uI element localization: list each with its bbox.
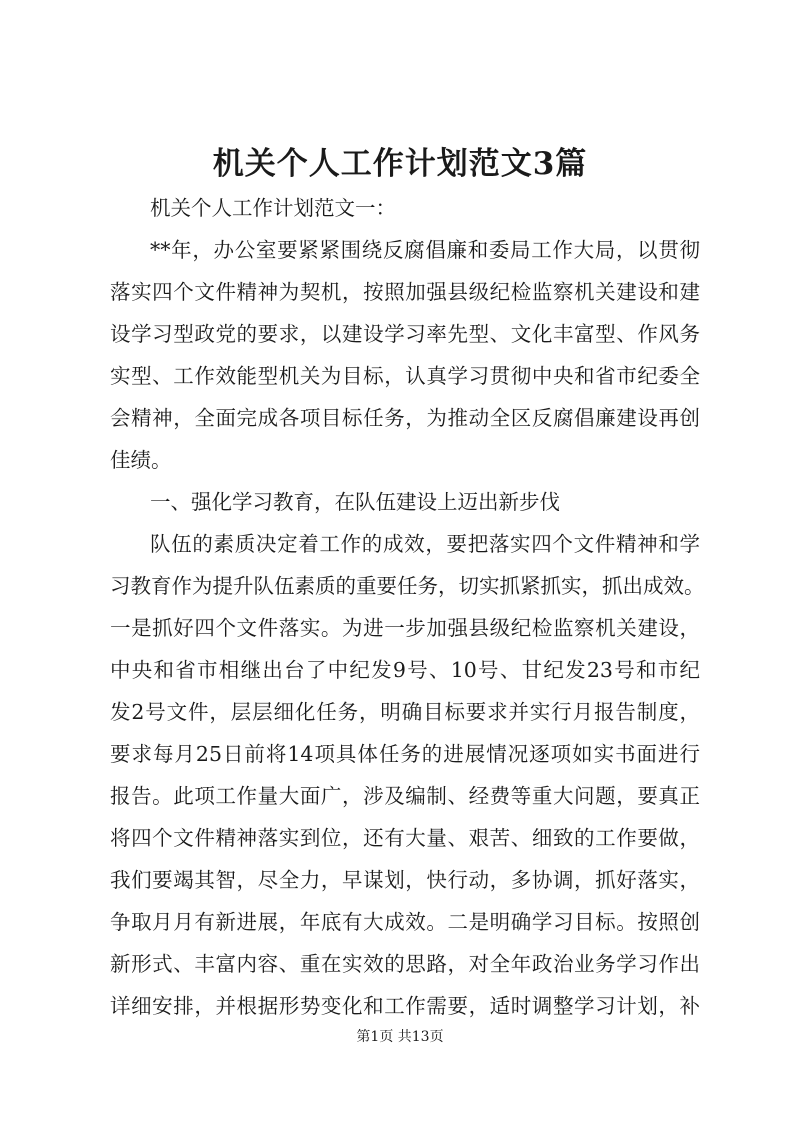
paragraph-line: 会精神，全面完成各项目标任务，为推动全区反腐倡廉建设再创 (110, 406, 700, 430)
paragraph-line: 报告。此项工作量大面广，涉及编制、经费等重大问题，要真正 (110, 784, 700, 808)
section-heading-1: 机关个人工作计划范文一： (150, 196, 396, 220)
paragraph-line: 新形式、丰富内容、重在实效的思路，对全年政治业务学习作出 (110, 952, 700, 976)
paragraph-line: 习教育作为提升队伍素质的重要任务，切实抓紧抓实，抓出成效。 (110, 574, 705, 598)
paragraph-line: 佳绩。 (110, 448, 172, 472)
paragraph-line: 设学习型政党的要求，以建设学习率先型、文化丰富型、作风务 (110, 322, 700, 346)
paragraph-line: 详细安排，并根据形势变化和工作需要，适时调整学习计划，补 (110, 994, 700, 1018)
paragraph-line: 实型、工作效能型机关为目标，认真学习贯彻中央和省市纪委全 (110, 364, 700, 388)
paragraph-line: 队伍的素质决定着工作的成效，要把落实四个文件精神和学 (150, 532, 700, 556)
paragraph-line: 将四个文件精神落实到位，还有大量、艰苦、细致的工作要做， (110, 826, 700, 850)
paragraph-line: 中央和省市相继出台了中纪发9号、10号、甘纪发23号和市纪 (110, 658, 700, 682)
paragraph-line: **年，办公室要紧紧围绕反腐倡廉和委局工作大局，以贯彻 (150, 238, 700, 262)
document-title: 机关个人工作计划范文3篇 (212, 146, 588, 182)
paragraph-line: 要求每月25日前将14项具体任务的进展情况逐项如实书面进行 (110, 742, 700, 766)
page-number-footer: 第1页 共13页 (356, 1029, 444, 1045)
paragraph-line: 我们要竭其智，尽全力，早谋划，快行动，多协调，抓好落实， (110, 868, 700, 892)
section-heading-2: 一、强化学习教育，在队伍建设上迈出新步伐 (150, 490, 560, 514)
paragraph-line: 落实四个文件精神为契机，按照加强县级纪检监察机关建设和建 (110, 280, 700, 304)
paragraph-line: 争取月月有新进展，年底有大成效。二是明确学习目标。按照创 (110, 910, 700, 934)
paragraph-line: 发2号文件，层层细化任务，明确目标要求并实行月报告制度， (110, 700, 700, 724)
paragraph-line: 一是抓好四个文件落实。为进一步加强县级纪检监察机关建设， (110, 616, 700, 640)
